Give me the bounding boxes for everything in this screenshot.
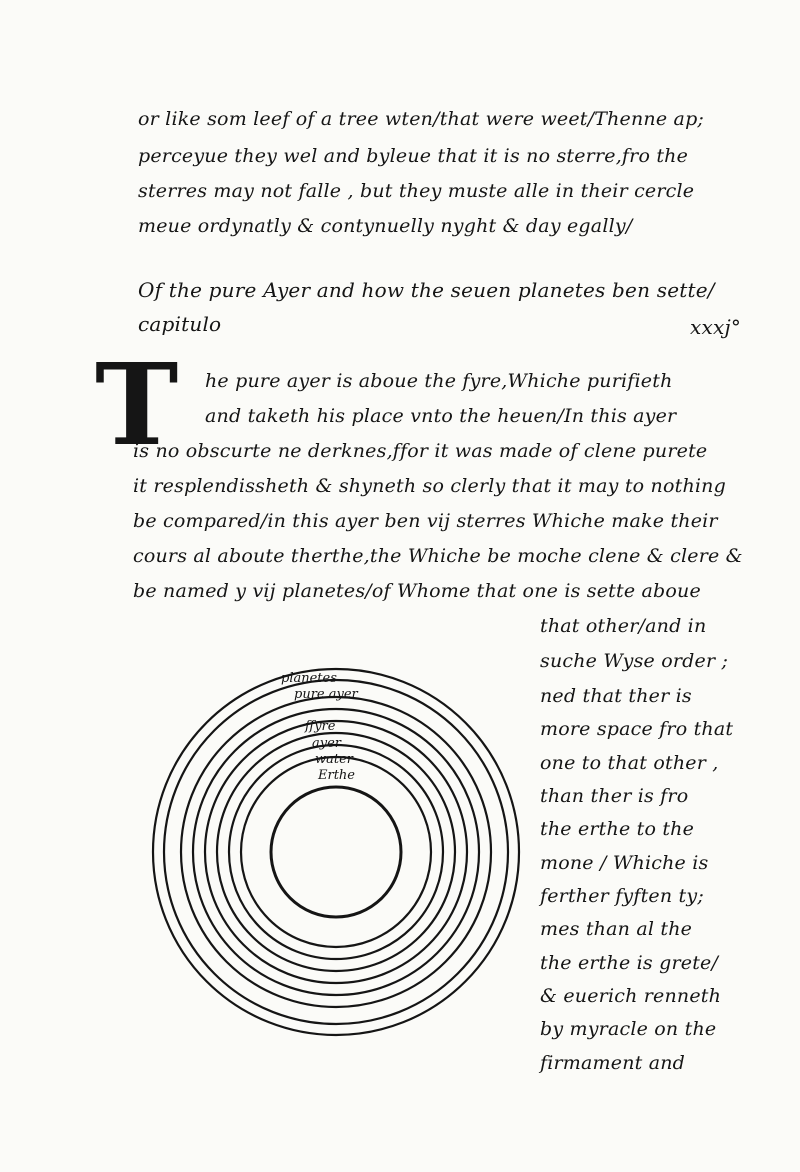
side-text-line: one to that other , [540, 752, 719, 774]
text-line: he pure ayer is aboue the fyre,Whiche purifieth [205, 370, 673, 392]
side-text-line: mes than al the [540, 918, 693, 940]
label-erthe: Erthe [318, 768, 355, 783]
side-text-line: than ther is fro [540, 785, 689, 807]
text-line: or like som leef of a tree wten/that were weet/Thenne ap; [138, 108, 705, 130]
sphere-ring [164, 680, 508, 1024]
chapter-heading: Of the pure Ayer and how the seuen planetes ben sette/ [138, 278, 715, 302]
side-text-line: ferther fyften ty; [540, 885, 704, 907]
text-line: it resplendissheth & shyneth so clerly that it may to nothing [133, 475, 726, 497]
label-pure-ayer: pure ayer [294, 687, 358, 702]
text-line: sterres may not falle , but they muste alle in their cercle [138, 180, 695, 202]
label-water: water [315, 752, 354, 767]
chapter-number: xxxj° [690, 315, 742, 339]
side-text-line: that other/and in [540, 615, 707, 637]
side-text-line: the erthe is grete/ [540, 952, 719, 974]
label-fire: ffyre [305, 719, 336, 734]
label-planetes: planetes [281, 671, 337, 686]
side-text-line: by myracle on the [540, 1018, 717, 1040]
side-text-line: suche Wyse order ; [540, 650, 729, 672]
side-text-line: ned that ther is [540, 685, 692, 707]
sphere-ring [153, 669, 519, 1035]
earth-circle [271, 787, 401, 917]
side-text-line: the erthe to the [540, 818, 695, 840]
chapter-label: capitulo [138, 312, 222, 336]
drop-cap: T [95, 340, 179, 471]
spheres-diagram [150, 660, 535, 1045]
text-line: cours al aboute therthe,the Whiche be moche clene & clere & [133, 545, 743, 567]
side-text-line: & euerich renneth [540, 985, 722, 1007]
text-line: be compared/in this ayer ben vij sterres Whiche make their [133, 510, 718, 532]
label-ayer: ayer [312, 736, 342, 751]
text-line: be named y vij planetes/of Whome that one is sette aboue [133, 580, 701, 602]
text-line: perceyue they wel and byleue that it is no sterre,fro the [138, 145, 689, 167]
text-line: meue ordynatly & contynuelly nyght & day egally/ [138, 215, 633, 237]
text-line: and taketh his place vnto the heuen/In this ayer [205, 405, 677, 427]
text-line: is no obscurte ne derknes,ffor it was made of clene purete [133, 440, 708, 462]
side-text-line: more space fro that [540, 718, 734, 740]
side-text-line: mone / Whiche is [540, 852, 709, 874]
side-text-line: firmament and [540, 1052, 686, 1074]
